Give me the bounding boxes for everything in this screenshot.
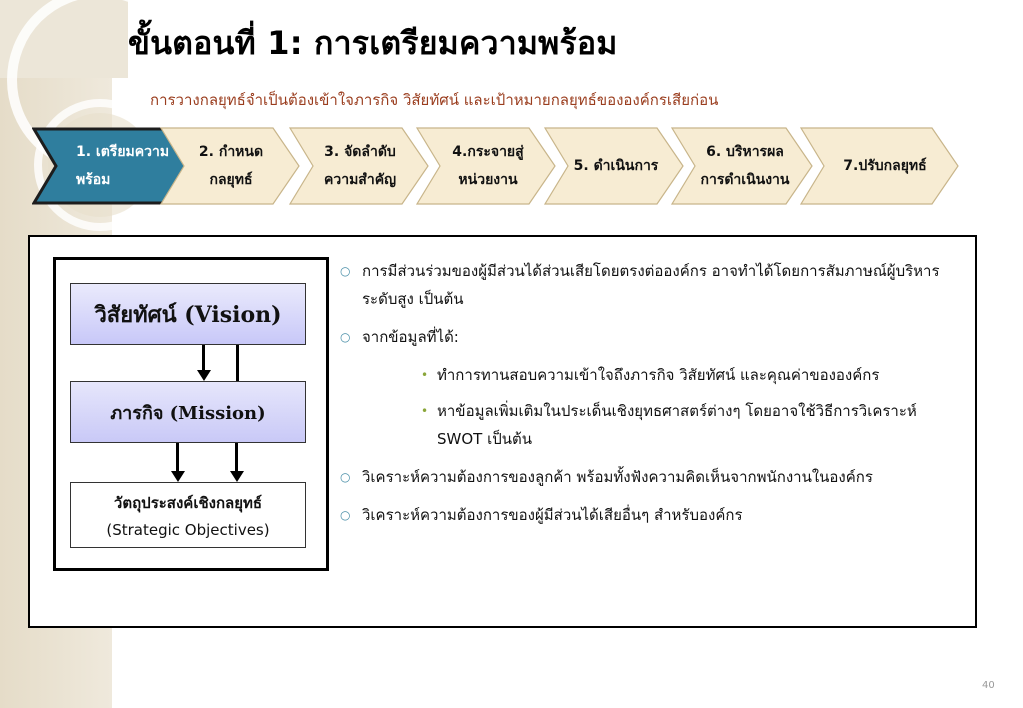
ring-bullet-icon: ○: [340, 508, 351, 522]
page-subtitle: การวางกลยุทธ์จำเป็นต้องเข้าใจภารกิจ วิสัยทัศน์ และเป้าหมายกลยุทธ์ขององค์กรเสียก่อน: [150, 91, 719, 109]
step-4-label: 4.กระจายสู่ หน่วยงาน: [452, 144, 524, 188]
step-6-chevron: [671, 127, 813, 205]
step-5-label: 5. ดำเนินการ: [573, 158, 659, 174]
mission-box: ภารกิจ (Mission): [70, 381, 306, 443]
content-panel: [28, 235, 977, 628]
step-2-chevron: [160, 127, 300, 205]
step-7-label: 7.ปรับกลยุทธ์: [843, 158, 927, 174]
bullet-item: ○ การมีส่วนร่วมของผู้มีส่วนได้ส่วนเสียโดยตรงต่อองค์กร อาจทำได้โดยการสัมภาษณ์ผู้บริหารระดับสูง เป็นต้น: [335, 257, 965, 313]
bullet-item: ○ วิเคราะห์ความต้องการของผู้มีส่วนได้เสียอื่นๆ สำหรับองค์กร: [335, 501, 965, 529]
arrow-head: [171, 471, 185, 482]
arrow-head: [230, 471, 244, 482]
page-title: ขั้นตอนที่ 1: การเตรียมความพร้อม: [128, 24, 618, 62]
bullet-item: ○ จากข้อมูลที่ได้:: [335, 323, 965, 351]
dot-bullet-icon: •: [421, 368, 429, 382]
vision-box: วิสัยทัศน์ (Vision): [70, 283, 306, 345]
bullet-item: ○ วิเคราะห์ความต้องการของลูกค้า พร้อมทั้งฟังความคิดเห็นจากพนักงานในองค์กร: [335, 463, 965, 491]
step-3-label: 3. จัดลำดับ ความสำคัญ: [323, 144, 397, 188]
arrow-head: [197, 370, 211, 381]
objectives-thai-label: วัตถุประสงค์เชิงกลยุทธ์: [113, 494, 263, 512]
sub-bullet-item: • ทำการทานสอบความเข้าใจถึงภารกิจ วิสัยทัศน์ และคุณค่าขององค์กร: [335, 361, 965, 389]
connector-line: [236, 345, 239, 381]
arrow-mission-to-objectives: [176, 443, 179, 471]
ring-bullet-icon: ○: [340, 330, 351, 344]
step-4-chevron: [416, 127, 556, 205]
bullet-list: [335, 257, 965, 539]
step-6-label: 6. บริหารผล การดำเนินงาน: [700, 144, 790, 188]
step-3-chevron: [289, 127, 429, 205]
arrow-vision-to-mission: [202, 345, 205, 370]
page-number: 40: [982, 680, 995, 691]
step-5-chevron: [544, 127, 684, 205]
ring-bullet-icon: ○: [340, 264, 351, 278]
arrow-mission-to-objectives: [235, 443, 238, 471]
sub-bullet-item: • หาข้อมูลเพิ่มเติมในประเด็นเชิงยุทธศาสตร์ต่างๆ โดยอาจใช้วิธีการวิเคราะห์ SWOT เป็นต้น: [335, 397, 965, 453]
objectives-english-label: (Strategic Objectives): [106, 521, 270, 539]
dot-bullet-icon: •: [421, 404, 429, 418]
ring-bullet-icon: ○: [340, 470, 351, 484]
step-7-chevron: [800, 127, 960, 205]
objectives-box: [70, 482, 306, 548]
step-2-label: 2. กำหนด กลยุทธ์: [198, 144, 264, 188]
step-1-label: 1. เตรียมความ พร้อม: [76, 144, 170, 188]
strategy-hierarchy-diagram: [53, 257, 329, 571]
